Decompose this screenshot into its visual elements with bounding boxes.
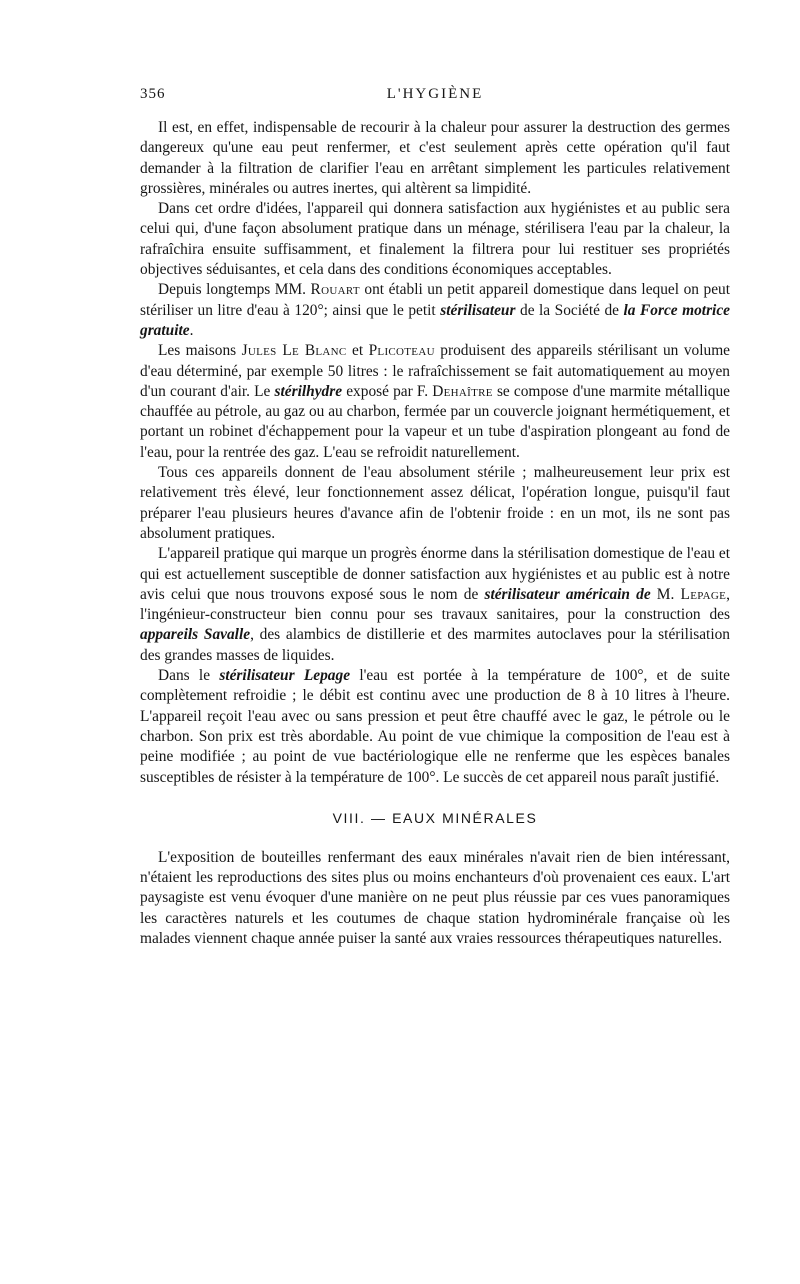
body-text — [140, 118, 730, 949]
text-run: produisent des appareils stérilisant un volume d'eau déterminé, par exemple 50 litres : le rafraîchissement se fait automatiquement au moyen d'un courant d'air. Le — [140, 342, 730, 400]
page-header — [140, 86, 730, 108]
section-heading: VIII. — EAUX MINÉRALES — [332, 809, 538, 826]
text-run: Dans cet ordre d'idées, l'appareil qui donnera satisfaction aux hygiénistes et au public sera celui qui, d'une façon absolument pratique dans un ménage, stérilisera l'eau par la chaleur, la rafraîchira ensuite suffisamment, et finalement la filtrera pour lui restituer ses propriétés objectives séduisantes, et cela dans des conditions économiques acceptables. — [140, 200, 730, 279]
paragraph — [140, 463, 730, 544]
proper-name: Rouart — [310, 281, 360, 299]
paragraph — [140, 544, 730, 666]
text-run: Tous ces appareils donnent de l'eau absolument stérile ; malheureusement leur prix est relativement très élevé, leur fonctionnement assez délicat, l'opération longue, puisqu'il faut préparer l'eau plusieurs heures d'avance afin de l'obtenir froide : en un mot, ils ne sont pas absolument pratiques. — [140, 464, 730, 542]
text-run: se compose d'une marmite métallique chauffée au pétrole, au gaz ou au charbon, fermée par un couvercle joignant hermétiquement, et portant un robinet d'échappement pour la vapeur et un tube d'aspiration plongeant au fond de l'eau, pour la rentrée des gaz. L'eau se refroidit naturellement. — [140, 382, 730, 461]
text-run: et — [346, 342, 369, 360]
emphasis-text: stérilhydre — [274, 382, 343, 400]
proper-name: Jules Le Blanc — [241, 342, 347, 360]
section-paragraphs — [140, 848, 730, 949]
running-title: L'HYGIÈNE — [386, 86, 484, 102]
emphasis-text: appareils Savalle — [140, 626, 251, 644]
text-run: Les maisons — [158, 342, 242, 360]
proper-name: Plicoteau — [368, 342, 435, 360]
text-run: . — [189, 321, 194, 339]
emphasis-text: stérilisateur Lepage — [219, 667, 351, 685]
text-run: l'eau est portée à la température de 100°, et de suite complètement refroidie ; le débit est continu avec une production de 8 à 10 litres à l'heure. L'appareil reçoit l'eau avec ou sans pression et peut être chauffé avec le gaz, le pétrole ou le charbon. Son prix est très abordable. Au point de vue chimique la composition de l'eau est à peine modifiée ; au point de vue bactériologique elle ne renferme que les espèces banales susceptibles de résister à la température de 100°. Le succès de cet appareil nous paraît justifié. — [140, 667, 730, 786]
text-run: , des alambics de distillerie et des marmites autoclaves pour la stérilisation des grandes masses de liquides. — [140, 626, 730, 664]
text-run: M. — [650, 585, 681, 603]
proper-name: Lepage — [680, 585, 727, 603]
text-run: Depuis longtemps MM. — [158, 281, 311, 299]
emphasis-text: stérilisateur — [440, 301, 516, 319]
paragraph — [140, 848, 730, 949]
page-number: 356 — [140, 86, 166, 102]
paragraph — [140, 118, 730, 199]
text-run: Dans le — [158, 667, 220, 685]
paragraph — [140, 199, 730, 280]
paragraph — [140, 280, 730, 341]
text-run: L'appareil pratique qui marque un progrès énorme dans la stérilisation domestique de l'eau et qui est actuellement susceptible de donner satisfaction aux hygiénistes et au public est à notre avis celui que nous trouvons exposé sous le nom de — [140, 545, 730, 603]
text-run: ont établi un petit appareil domestique dans lequel on peut stériliser un litre d'eau à 120°; ainsi que le petit — [140, 281, 730, 319]
paragraph — [140, 666, 730, 788]
emphasis-text: stérilisateur américain de — [484, 585, 651, 603]
text-run: Il est, en effet, indispensable de recourir à la chaleur pour assurer la destruction des germes dangereux qu'une eau peut renfermer, et c'est seulement après cette opération qu'il faut demander à la filtration de clarifier l'eau en arrêtant simplement les particules relativement grossières, minérales ou autres inertes, qui altèrent sa limpidité. — [140, 119, 730, 197]
paragraph — [140, 341, 730, 463]
article-paragraphs — [140, 118, 730, 788]
emphasis-text: la Force motrice gratuite — [140, 301, 730, 339]
proper-name: Dehaître — [432, 382, 493, 400]
text-run: L'exposition de bouteilles renfermant des eaux minérales n'avait rien de bien intéressant, n'étaient les reproductions des sites plus ou moins enchanteurs d'où provenaient ces eaux. L'art paysagiste est venu évoquer d'une manière on ne peut plus réussie par ces vues panoramiques les caractères naturels et les coutumes de chaque station hydrominérale française où les malades viennent chaque année puiser la santé aux vraies ressources thérapeutiques naturelles. — [140, 848, 730, 947]
text-run: , l'ingénieur-constructeur bien connu pour ses travaux sanitaires, pour la construction des — [140, 585, 730, 624]
text-run: exposé par F. — [342, 382, 433, 400]
text-run: de la Société de — [515, 301, 624, 319]
